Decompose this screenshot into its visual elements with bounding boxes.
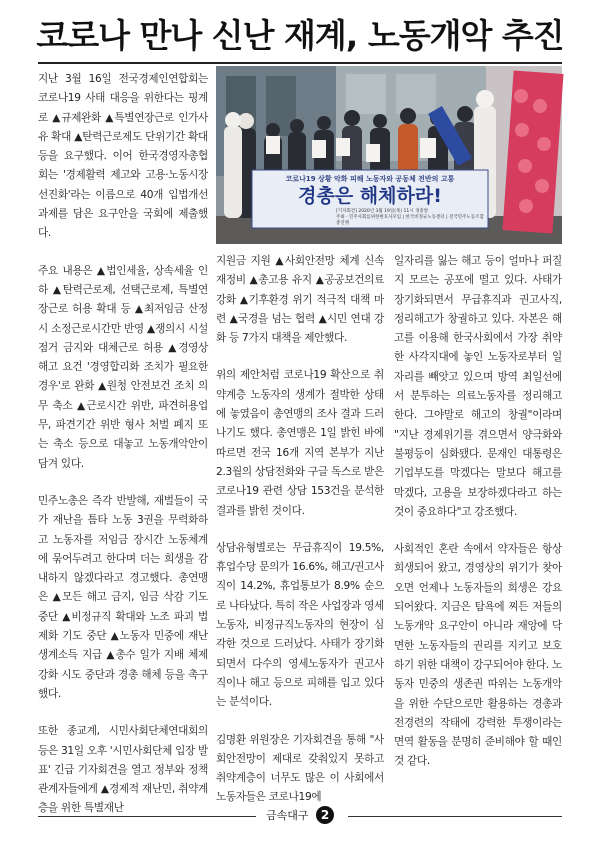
footer [0,806,600,824]
press-conference-photo [216,66,562,244]
paragraph: 김명환 위원장은 기자회견을 통해 "사회안전망이 제대로 갖춰있지 못하고 취약계층이 너무도 많은 이 사회에서 노동자들은 코로나19에 [216,733,384,804]
paragraph: 지원금 지원 ▲사회안전망 체계 신속 재정비 ▲총고용 유지 ▲공공보건의료 강화 ▲기후환경 위기 적극적 대책 마련 ▲국경을 넘는 협력 ▲시민 연대 강화 등 7가지 대책을 제안했다. [216,255,384,345]
headline: 코로나 만나 신난 재계, 노동개악 추진 [36,16,564,55]
paragraph: 민주노총은 즉각 반발해, 재벌들이 국가 재난을 틈타 노동 3권을 무력화하고 노동자를 저임금 장시간 노동체계에 묶어두려고 한다며 더는 희생을 감내하지 않겠다라고 경고했다. 총연맹은 ▲모든 해고 금지, 임금 삭감 기도 중단 ▲비정규직 확대와 노조 파괴 법제화 기도 중단 ▲노동자 민중에 재난 생계소득 지급 ▲총수 일가 지배 체제 강화 시도 중단과 경총 해체 등을 촉구했다. [38,494,208,700]
paragraph: 지난 3월 16일 전국경제인연합회는 코로나19 사태 대응을 위한다는 핑계로 ▲규제완화 ▲특별연장근로 인가사유 확대 ▲탄력근로제도 단위기간 확대 등을 요구했다. 이어 한국경영자총협회는 '경제활력 제고와 고용·노동시장 선진화'라는 이름으로 40개 입법개선 과제를 담은 요구안을 국회에 제출했다. [38,73,208,240]
banner-main-text: 경총은 해체하라! [298,185,442,207]
paragraph: 위의 제안처럼 코로나19 확산으로 취약계층 노동자의 생계가 절박한 상태에 놓였음이 총연맹의 조사 결과 드러나기도 했다. 총연맹은 1일 밝힌 바에 따르면 전국 16개 지역 본부가 지난 2.3월의 상담전화와 구글 독스로 받은 코로나19 관련 상담 153건을 분석한 결과를 밝힌 것이다. [216,369,384,517]
paragraph: 사회적인 혼란 속에서 약자들은 항상 희생되어 왔고, 경영상의 위기가 찾아오면 언제나 노동자들의 희생은 강요되어왔다. 지금은 탐욕에 찌든 저들의 노동개악 요구안이 아니라 재앙에 닥면한 노동자들의 권리를 지키고 보호하기 위한 대책이 강구되어야 한다. 노동자 민중의 생존권 따위는 노동개악을 위한 수단으로만 활용하는 경총과 전경련의 작태에 강력한 투쟁이라는 면역 활동을 분명히 준비해야 할 때인 것 같다. [394,543,562,768]
paragraph: 상담유형별로는 무급휴직이 19.5%, 휴업수당 문의가 16.6%, 해고/권고사직이 14.2%, 휴업통보가 8.9% 순으로 나타났다. 특히 작은 사업장과 영세노동자, 비정규직노동자의 현장이 심각한 것으로 드러났다. 사태가 장기화되면서 다수의 영세노동자가 권고사직이나 해고 등으로 피해를 입고 있다는 분석이다. [216,541,384,709]
column-right [394,252,562,790]
paragraph: 또한 종교계, 시민사회단체연대회의 등은 31일 오후 '시민사회단체 입장 발표' 긴급 기자회견을 열고 정부와 정책관계자들에게 ▲경제적 재난민, 취약계층을 위한 특별재난 [38,725,208,815]
page-number: 2 [316,806,334,824]
column-left [38,70,208,837]
publication-name: 금속대구 [265,809,309,822]
paragraph: 일자리를 잃는 해고 등이 얼마나 퍼질지 모르는 공포에 떨고 있다. 사태가 장기화되면서 무급휴직과 권고사직, 정리해고가 창궐하고 있다. 자본은 해고를 이용해 한국사회에서 가장 취약한 사각지대에 놓인 노동자로부터 일자리를 빼앗고 있으며 방역 최일선에서 분투하는 의료노동자를 정리해고 한다. 그야말로 해고의 창궐"이라며 "지난 경제위기를 겪으면서 양극화와 불평등이 심화됐다. 문재인 대통령은 기업부도를 막겠다는 말보다 해고를 막겠다, 고용을 보장하겠다라고 하는 것이 중요하다"고 강조했다. [394,255,562,518]
banner-top-text: 코로나19 상황 악화 피해 노동자와 공동체 전반의 고통 [285,175,455,183]
headline-rule [38,62,562,64]
column-middle [216,252,384,826]
paragraph: 주요 내용은 ▲법인세율, 상속세율 인하 ▲탄력근로제, 선택근로제, 특별연장근로 허용 확대 등 ▲최저임금 산정시 소정근로시간만 반영 ▲쟁의시 시설점거 금지와 대체근로 허용 ▲경영상 해고 요건 '경영합리화 조치가 필요한 경우'로 완화 ▲원청 안전보건 조치 의무 축소 ▲근로시간 위반, 파견허용업무, 파견기간 위반 형사 처벌 폐지 또는 축소 등으로 대놓고 노동개악안이 담겨 있다. [38,264,208,470]
banner-small-text: [기자회견] 2020년 3월 19일(목) 11시 경총앞 주최 · 민주사회를위한변호사모임 | 한국비정규노동센터 | 전국민주노동조합총연맹 [336,209,484,226]
